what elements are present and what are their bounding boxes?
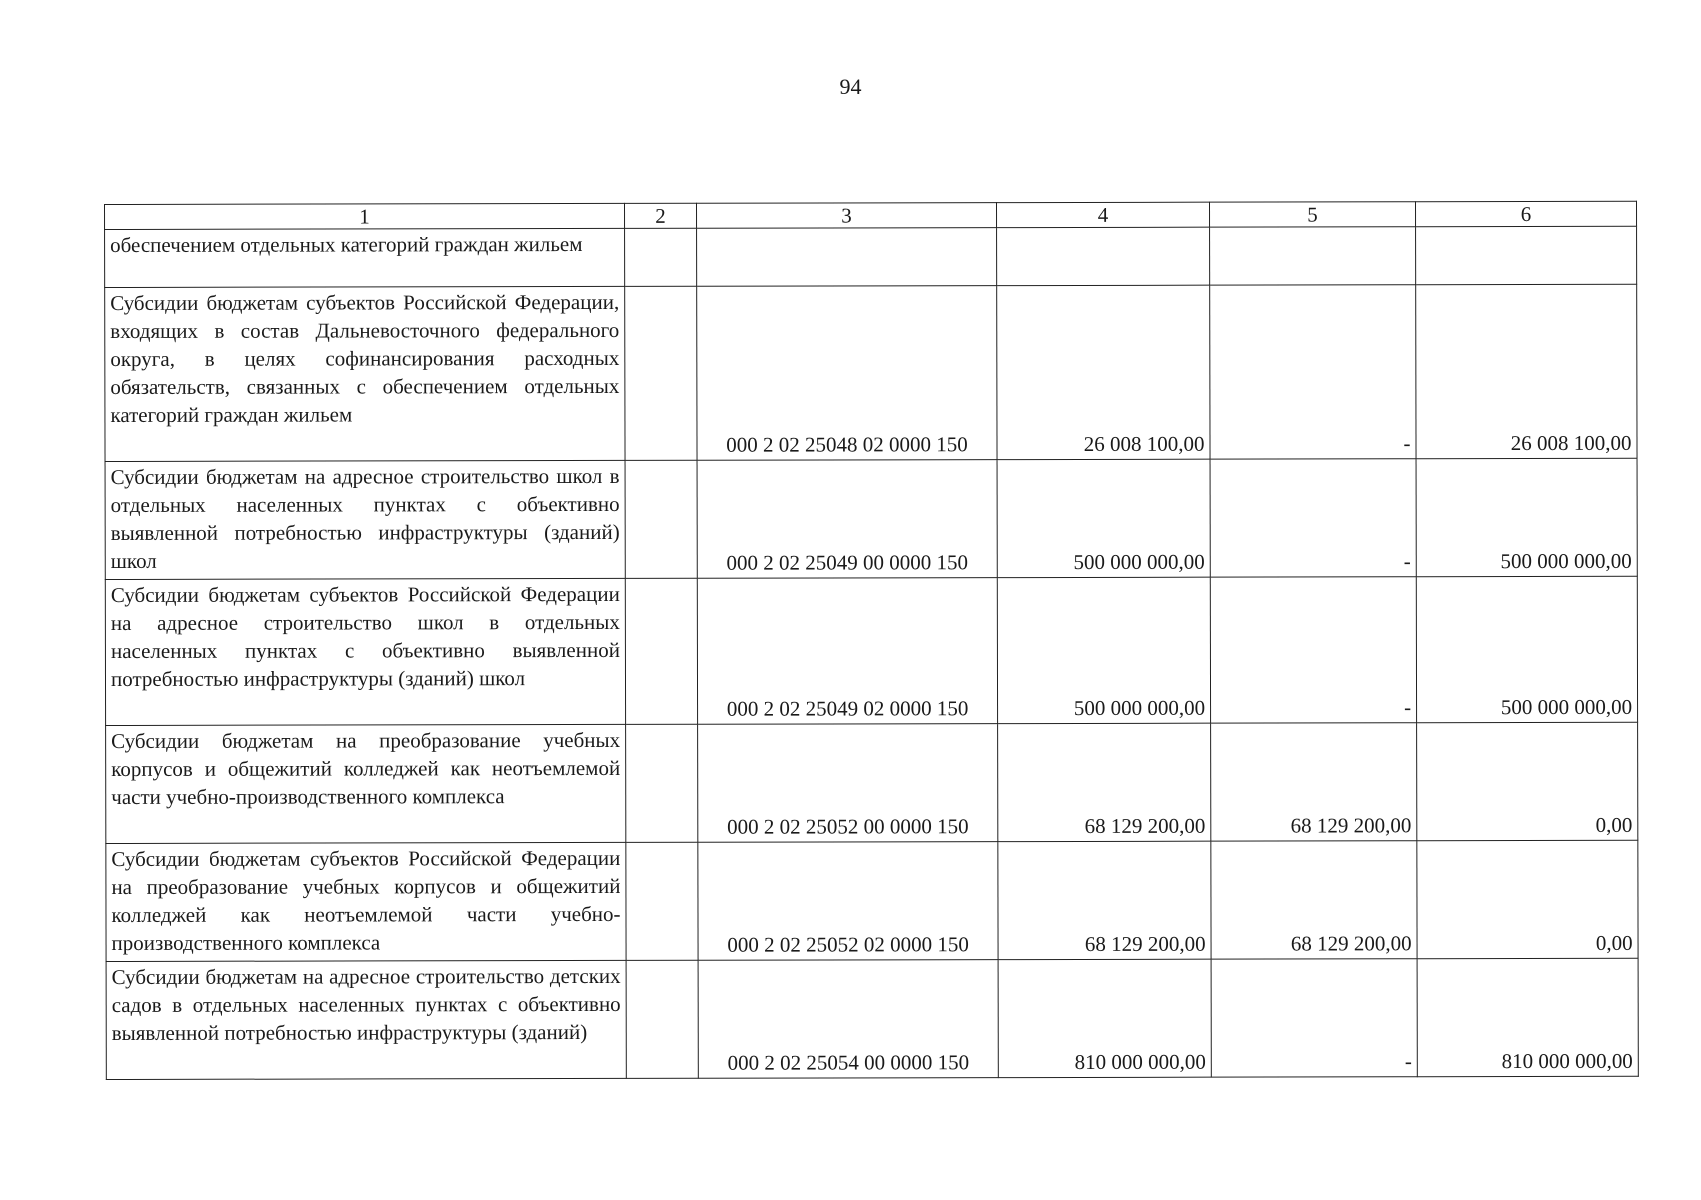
table-row xyxy=(106,840,1638,961)
row-name: обеспечением отдельных категорий граждан жильем xyxy=(105,228,625,287)
row-name: Субсидии бюджетам субъектов Российской Федерации на преобразование учебных корпусов и общежитий колледжей как неотъемлемой части учебно-производственного комплекса xyxy=(106,842,626,961)
row-col5: - xyxy=(1211,959,1417,1077)
row-col4: 810 000 000,00 xyxy=(998,959,1211,1077)
table-row xyxy=(105,576,1637,725)
column-header-5: 5 xyxy=(1209,202,1415,227)
row-name: Субсидии бюджетам на адресное строительство школ в отдельных населенных пунктах с объективно выявленной потребностью инфраструктуры (зданий) школ xyxy=(105,460,625,579)
table-row xyxy=(105,458,1637,579)
page-number: 94 xyxy=(839,74,862,99)
column-header-1: 1 xyxy=(105,203,625,229)
row-col6: 500 000 000,00 xyxy=(1416,458,1637,576)
header-row xyxy=(105,201,1637,229)
row-name: Субсидии бюджетам субъектов Российской Федерации на адресное строительство школ в отдельных населенных пунктах с объективно выявленной потребностью инфраструктуры (зданий) школ xyxy=(105,578,625,725)
row-code: 000 2 02 25048 02 0000 150 xyxy=(697,286,997,461)
row-code: 000 2 02 25049 00 0000 150 xyxy=(697,460,997,579)
row-code: 000 2 02 25054 00 0000 150 xyxy=(698,960,998,1079)
row-col2 xyxy=(625,286,697,460)
row-col5: - xyxy=(1210,285,1416,459)
row-col2 xyxy=(626,724,698,842)
row-name: Субсидии бюджетам на адресное строительство детских садов в отдельных населенных пунктах с объективно выявленной потребностью инфраструктуры (зданий) xyxy=(106,960,626,1079)
row-code xyxy=(697,228,997,287)
row-col4: 26 008 100,00 xyxy=(997,285,1210,459)
row-code: 000 2 02 25052 02 0000 150 xyxy=(698,842,998,961)
column-header-3: 3 xyxy=(696,203,996,229)
row-col6: 500 000 000,00 xyxy=(1416,576,1637,722)
row-col2 xyxy=(625,578,697,724)
column-header-2: 2 xyxy=(624,203,696,228)
row-col4 xyxy=(997,227,1210,285)
row-col2 xyxy=(626,842,698,960)
table-row xyxy=(106,722,1638,843)
row-name: Субсидии бюджетам субъектов Российской Федерации, входящих в состав Дальневосточного федерального округа, в целях софинансирования расходных обязательств, связанных с обеспечением отдельных категорий граждан жильем xyxy=(105,286,625,461)
row-col6: 0,00 xyxy=(1417,840,1638,958)
table-row xyxy=(106,958,1638,1079)
row-col5: 68 129 200,00 xyxy=(1211,723,1417,841)
column-header-4: 4 xyxy=(996,202,1209,227)
row-col2 xyxy=(625,228,697,286)
row-col6: 26 008 100,00 xyxy=(1416,284,1637,458)
row-col4: 500 000 000,00 xyxy=(997,577,1210,723)
row-col4: 500 000 000,00 xyxy=(997,459,1210,577)
row-col2 xyxy=(625,460,697,578)
row-col6: 810 000 000,00 xyxy=(1417,958,1638,1076)
table-row xyxy=(105,226,1637,287)
column-header-6: 6 xyxy=(1415,201,1636,226)
row-col5 xyxy=(1210,227,1416,285)
row-col5: - xyxy=(1210,577,1416,723)
row-col4: 68 129 200,00 xyxy=(998,841,1211,959)
row-code: 000 2 02 25049 02 0000 150 xyxy=(697,578,997,725)
row-col6 xyxy=(1416,226,1637,284)
table-row xyxy=(105,284,1637,461)
budget-table xyxy=(104,201,1639,1080)
row-col4: 68 129 200,00 xyxy=(998,723,1211,841)
row-name: Субсидии бюджетам на преобразование учебных корпусов и общежитий колледжей как неотъемлемой части учебно-производственного комплекса xyxy=(106,724,626,843)
row-col6: 0,00 xyxy=(1417,722,1638,840)
row-col5: - xyxy=(1210,459,1416,577)
row-col5: 68 129 200,00 xyxy=(1211,841,1417,959)
row-code: 000 2 02 25052 00 0000 150 xyxy=(698,724,998,843)
row-col2 xyxy=(626,960,698,1078)
